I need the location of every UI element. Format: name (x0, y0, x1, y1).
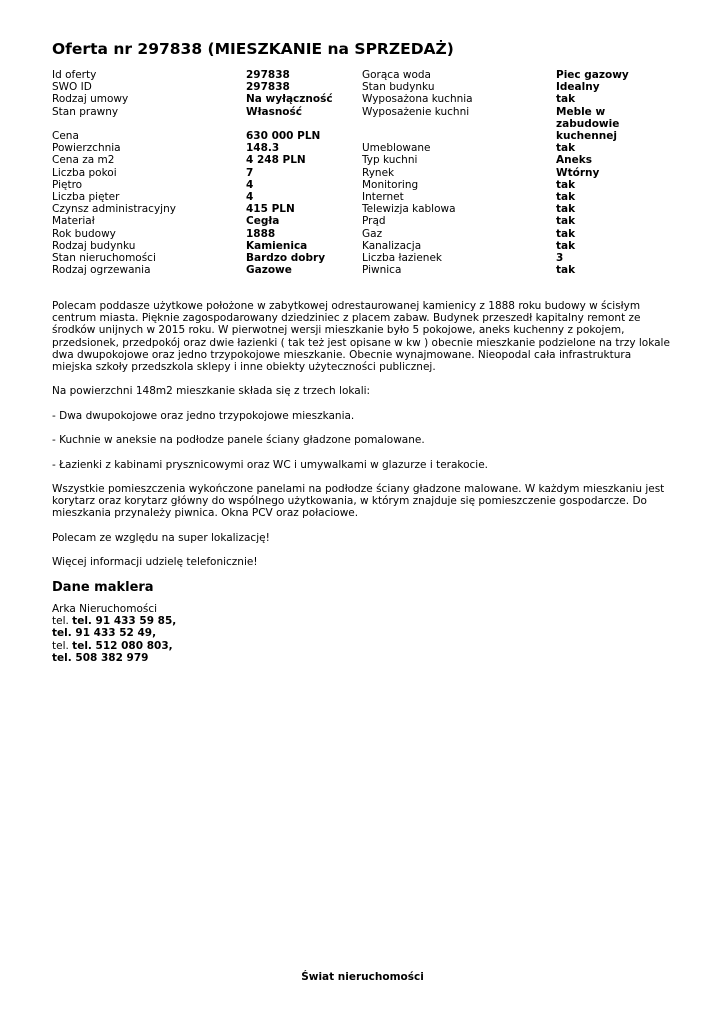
attribute-label: Umeblowane (362, 142, 431, 155)
attribute-row (52, 203, 671, 215)
attribute-value: tak (556, 203, 576, 216)
attribute-row (52, 106, 671, 130)
attribute-value: tak (556, 215, 576, 228)
attribute-label: Rodzaj budynku (52, 239, 136, 252)
attribute-label: Rodzaj ogrzewania (52, 264, 151, 277)
offer-attributes-table (52, 69, 671, 276)
description-paragraph: - Dwa dwupokojowe oraz jedno trzypokojowe mieszkania. (52, 409, 355, 422)
page-title: Oferta nr 297838 (MIESZKANIE na SPRZEDAŻ) (52, 40, 454, 58)
footer-brand: Świat nieruchomości (301, 971, 424, 983)
attribute-value: Cegła (246, 215, 280, 228)
attribute-value: 3 (556, 252, 564, 265)
attribute-value: tak (556, 264, 576, 277)
agent-phone-number: tel. 91 433 59 85, (72, 615, 177, 628)
attribute-label: Stan nieruchomości (52, 252, 156, 265)
agent-phone-number: tel. 512 080 803, (72, 639, 173, 652)
agent-phone-line (52, 627, 176, 639)
attribute-label: Monitoring (362, 178, 419, 191)
offer-attributes-body (52, 69, 671, 276)
attribute-label: Wyposażenie kuchni (362, 105, 470, 118)
attribute-row (52, 81, 671, 93)
attribute-label: Stan budynku (362, 81, 435, 94)
attribute-value: 415 PLN (246, 203, 295, 216)
attribute-value: Gazowe (246, 264, 292, 277)
attribute-label: SWO ID (52, 81, 92, 94)
attribute-label: Id oferty (52, 69, 97, 81)
attribute-value: 630 000 PLN (246, 130, 321, 143)
attribute-value: 297838 (246, 81, 290, 94)
attribute-label: Prąd (362, 215, 386, 228)
attribute-row (52, 154, 671, 166)
attribute-value: 7 (246, 166, 254, 179)
attribute-label: Wyposażona kuchnia (362, 93, 473, 106)
attribute-row (52, 228, 671, 240)
attribute-value: Bardzo dobry (246, 252, 326, 265)
attribute-label: Cena (52, 130, 79, 143)
description-paragraph: - Łazienki z kabinami prysznicowymi oraz WC i umywalkami w glazurze i terakocie. (52, 458, 489, 471)
attribute-row (52, 191, 671, 203)
agent-phone-prefix: tel. (52, 615, 73, 628)
attribute-value: tak (556, 142, 576, 155)
attribute-value: tak (556, 178, 576, 191)
attribute-value: tak (556, 239, 576, 252)
attribute-value: 297838 (246, 69, 290, 81)
description-paragraph: Na powierzchni 148m2 mieszkanie składa się z trzech lokali: (52, 385, 371, 398)
attribute-value: Meble w zabudowie (556, 105, 620, 130)
attribute-label: Kanalizacja (362, 239, 422, 252)
agent-phone-number: tel. 508 382 979 (52, 651, 149, 664)
description-paragraph: Więcej informacji udzielę telefonicznie! (52, 556, 258, 569)
attribute-value: 1888 (246, 227, 276, 240)
attribute-value: 148.3 (246, 142, 280, 155)
agent-phone-line (52, 640, 176, 652)
attribute-label: Piętro (52, 178, 83, 191)
attribute-value: tak (556, 93, 576, 106)
attribute-value: 4 (246, 191, 254, 204)
attribute-label: Piwnica (362, 264, 402, 277)
attribute-value: Własność (246, 105, 302, 118)
attribute-label: Telewizja kablowa (362, 203, 456, 216)
agent-section-heading: Dane maklera (52, 580, 154, 595)
attribute-value: kuchennej (556, 130, 617, 143)
attribute-label: Typ kuchni (362, 154, 418, 167)
attribute-row (52, 142, 671, 154)
description-paragraph: Polecam poddasze użytkowe położone w zabytkowej odrestaurowanej kamienicy z 1888 roku budowy w ścisłym centrum miasta. Pięknie zagospodarowany dziedziniec z placem zabaw. Budynek przeszedł kapitalny remont ze środków unijnych w 2015 roku. W pierwotnej wersji mieszkanie było 5 pokojowe, aneks kuchenny z pokojem, przedsionek, przedpokój oraz dwie łazienki ( tak też jest opisane w kw ) obecnie mieszkanie podzielone na trzy lokale dwa dwupokojowe oraz jedno trzypokojowe mieszkanie. Obecnie wynajmowane. Nieopodal cała infrastruktura miejska szkoły przedszkola sklepy i inne obiekty użyteczności publicznej. (52, 300, 670, 374)
attribute-label: Liczba pokoi (52, 166, 117, 179)
attribute-value: tak (556, 191, 576, 204)
attribute-row (52, 179, 671, 191)
description-paragraph: Polecam ze względu na super lokalizację! (52, 531, 270, 544)
attribute-value: Piec gazowy (556, 69, 629, 81)
attribute-row (52, 69, 671, 81)
agent-contact (52, 603, 176, 664)
attribute-row (52, 130, 671, 142)
attribute-label: Rok budowy (52, 227, 116, 240)
description-paragraph: Wszystkie pomieszczenia wykończone panelami na podłodze ściany gładzone malowane. W każdym mieszkaniu jest korytarz oraz korytarz główny do wspólnego użytkowania, w którym znajduje się pomieszczenie gospodarcze. Do mieszkania przynależy piwnica. Okna PCV oraz połaciowe. (52, 482, 665, 520)
offer-description (52, 300, 672, 581)
agent-phone-line (52, 615, 176, 627)
agent-phone-number: tel. 91 433 52 49, (52, 627, 157, 640)
attribute-label: Internet (362, 191, 404, 204)
agent-phone-list (52, 615, 176, 664)
attribute-value: Na wyłączność (246, 93, 333, 106)
attribute-row (52, 215, 671, 227)
attribute-value: 4 (246, 178, 254, 191)
attribute-row (52, 264, 671, 276)
attribute-label: Stan prawny (52, 105, 119, 118)
attribute-label: Cena za m2 (52, 154, 115, 167)
attribute-value: 4 248 PLN (246, 154, 306, 167)
attribute-label: Materiał (52, 215, 95, 228)
attribute-value: tak (556, 227, 576, 240)
attribute-label: Czynsz administracyjny (52, 203, 176, 216)
agent-company: Arka Nieruchomości (52, 603, 158, 615)
attribute-label: Rodzaj umowy (52, 93, 129, 106)
attribute-label: Rynek (362, 166, 395, 179)
agent-phone-prefix: tel. (52, 639, 73, 652)
attribute-label: Gorąca woda (362, 69, 431, 81)
attribute-label: Gaz (362, 227, 383, 240)
attribute-label: Liczba łazienek (362, 252, 442, 265)
attribute-row (52, 240, 671, 252)
agent-phone-line (52, 652, 176, 664)
description-paragraph: - Kuchnie w aneksie na podłodze panele ściany gładzone pomalowane. (52, 434, 425, 447)
attribute-value: Wtórny (556, 166, 600, 179)
attribute-label: Liczba pięter (52, 191, 120, 204)
attribute-value: Kamienica (246, 239, 308, 252)
attribute-row (52, 93, 671, 105)
attribute-label: Powierzchnia (52, 142, 121, 155)
attribute-row (52, 167, 671, 179)
attribute-row (52, 252, 671, 264)
attribute-value: Idealny (556, 81, 600, 94)
attribute-label (362, 130, 556, 142)
attribute-value: Aneks (556, 154, 592, 167)
